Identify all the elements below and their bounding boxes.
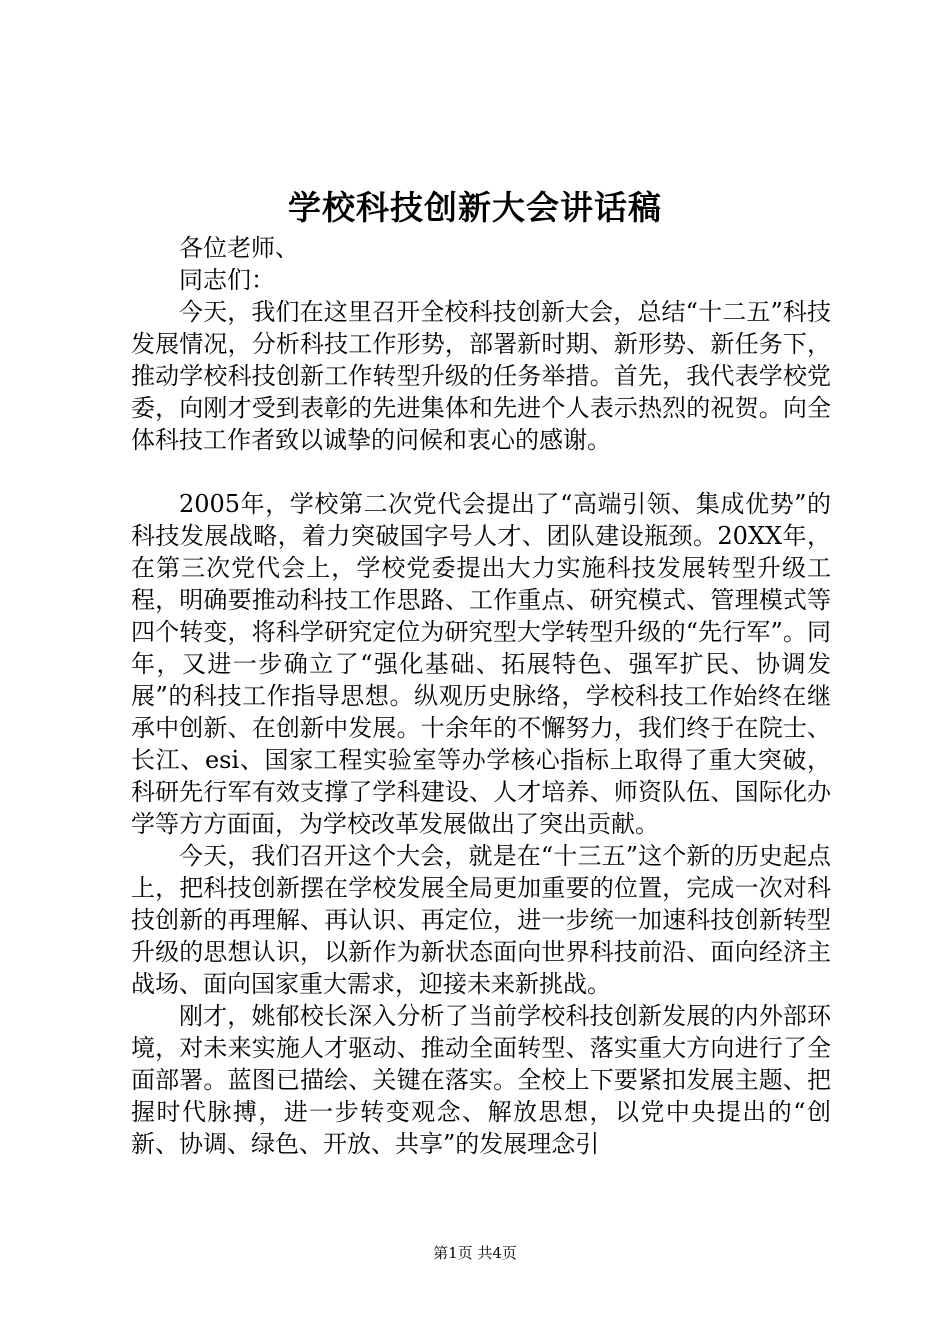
document-body — [131, 232, 831, 1160]
paragraph-history: 2005年，学校第二次党代会提出了“高端引领、集成优势”的科技发展战略，着力突破国字号人才、团队建设瓶颈。20XX年，在第三次党代会上，学校党委提出大力实施科技发展转型升级工程，明确要推动科技工作思路、工作重点、研究模式、管理模式等四个转变，将科学研究定位为研究型大学转型升级的“先行军”。同年，又进一步确立了“强化基础、拓展特色、强军扩民、协调发展”的科技工作指导思想。纵观历史脉络，学校科技工作始终在继承中创新、在创新中发展。十余年的不懈努力，我们终于在院士、长江、esi、国家工程实验室等办学核心指标上取得了重大突破，科研先行军有效支撑了学科建设、人才培养、师资队伍、国际化办学等方方面面，为学校改革发展做出了突出贡献。 — [131, 490, 831, 838]
salutation-comrades: 同志们： — [179, 266, 275, 294]
document-title: 学校科技创新大会讲话稿 — [288, 188, 662, 227]
paragraph-deployment: 刚才，姚郁校长深入分析了当前学校科技创新发展的内外部环境，对未来实施人才驱动、推动全面转型、落实重大方向进行了全面部署。蓝图已描绘、关键在落实。全校上下要紧扣发展主题、把握时代脉搏，进一步转变观念、解放思想，以党中央提出的“创新、协调、绿色、开放、共享”的发展理念引 — [131, 1002, 831, 1158]
page-footer: 第1页 共4页 — [433, 1244, 517, 1262]
paragraph-purpose: 今天，我们召开这个大会，就是在“十三五”这个新的历史起点上，把科技创新摆在学校发展全局更加重要的位置，完成一次对科技创新的再理解、再认识、再定位，进一步统一加速科技创新转型升级的思想认识，以新作为新状态面向世界科技前沿、面向经济主战场、面向国家重大需求，迎接未来新挑战。 — [131, 842, 831, 998]
salutation-teachers: 各位老师、 — [179, 234, 299, 262]
paragraph-opening: 今天，我们在这里召开全校科技创新大会，总结“十二五”科技发展情况，分析科技工作形势，部署新时期、新形势、新任务下，推动学校科技创新工作转型升级的任务举措。首先，我代表学校党委，向刚才受到表彰的先进集体和先进个人表示热烈的祝贺。向全体科技工作者致以诚挚的问候和衷心的感谢。 — [131, 298, 831, 454]
